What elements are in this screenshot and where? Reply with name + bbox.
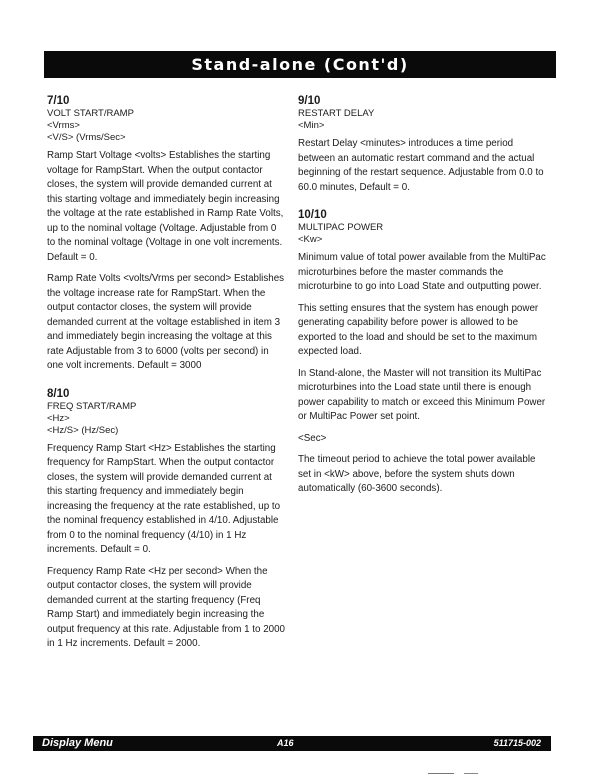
paragraph: Frequency Ramp Rate <Hz per second> When the output contactor closes, the system will provide demanded current at the starting frequency (Freq Ramp Start) and immediately begin increasing the output frequency at this rate. Adjustable from 1 to 2000 in 1 Hz increments. Default = 2000. [47,565,285,649]
paragraph: In Stand-alone, the Master will not transition its MultiPac microturbines into the Load state until there is enough power capability to match or exceed this Minimum Power or MultiPac Power set point. [298,367,546,422]
section-unit: <V/S> (Vrms/Sec> [47,132,126,143]
paragraph: Ramp Rate Volts <volts/Vrms per second> Establishes the voltage increase rate for RampStart. When the output contactor closes, the system will provide demanded current at the voltage established in item 3 and immediately begin increasing the voltage at this rate Adjustable from 3 to 6000 (volts per second) in one volt increments. Default = 3000 [47,273,285,371]
left-column [47,95,287,666]
page-title-bar [44,51,556,78]
right-column [298,95,548,511]
paragraph: Frequency Ramp Start <Hz> Establishes the starting frequency for RampStart. When the output contactor closes, the system will provide demanded current at this starting frequency and immediately begin increasing the frequency at the rate established, up to the nominal frequency established in 4/10. Adjustable from 0 to the nominal frequency (4/10) in 1 Hz increments. Default = 0. [47,442,281,555]
section-heading: MULTIPAC POWER [298,222,384,233]
footer-section-name: Display Menu [42,737,113,749]
section-unit: <Kw> [298,234,323,245]
section-restart-delay [298,95,548,195]
section-number: 9/10 [298,95,321,107]
section-number: 10/10 [298,209,327,221]
paragraph-unit: <Sec> [298,432,327,444]
section-heading: VOLT START/RAMP [47,108,134,119]
page-title: Stand-alone (Cont'd) [191,55,409,74]
section-heading: FREQ START/RAMP [47,400,137,412]
footer-document-number: 511715-002 [493,738,541,748]
section-unit: <Min> [298,120,325,131]
section-unit: <Hz> [47,412,70,424]
footer-page-number: A16 [277,738,294,748]
section-freq-start-ramp [47,388,287,652]
section-heading: RESTART DELAY [298,108,375,119]
paragraph: Minimum value of total power available from the MultiPac microturbines before the master commands the microturbine to go into Load State and outputting power. [298,252,546,292]
section-volt-start-ramp [47,95,287,374]
paragraph: Restart Delay <minutes> introduces a time period between an automatic restart command and the actual beginning of the restart sequence. Adjustable from 0.0 to 60.0 minutes, Default = 0. [298,138,544,193]
section-number: 8/10 [47,387,70,400]
section-multipac-power [298,209,548,497]
paragraph: The timeout period to achieve the total power available set in <kW> above, before the system shuts down automatically (60-3600 seconds). [298,454,536,494]
scan-artifact [464,773,478,774]
paragraph: This setting ensures that the system has enough power generating capability before power is allowed to be exported to the load and should be set to the maximum expected load. [298,302,539,357]
section-number: 7/10 [47,95,70,107]
section-unit: <Hz/S> (Hz/Sec) [47,424,119,436]
section-unit: <Vrms> [47,120,80,131]
footer-bar [33,736,551,751]
scan-artifact [428,773,454,774]
paragraph: Ramp Start Voltage <volts> Establishes the starting voltage for RampStart. When the output contactor closes, the system will provide demanded current at this starting voltage and immediately begin increasing the voltage at the rate established in Ramp Rate Volts, up to the nominal voltage (Voltage. Adjustable from 0 to the nominal voltage (Voltage in one volt increments. Default = 0. [47,150,284,263]
